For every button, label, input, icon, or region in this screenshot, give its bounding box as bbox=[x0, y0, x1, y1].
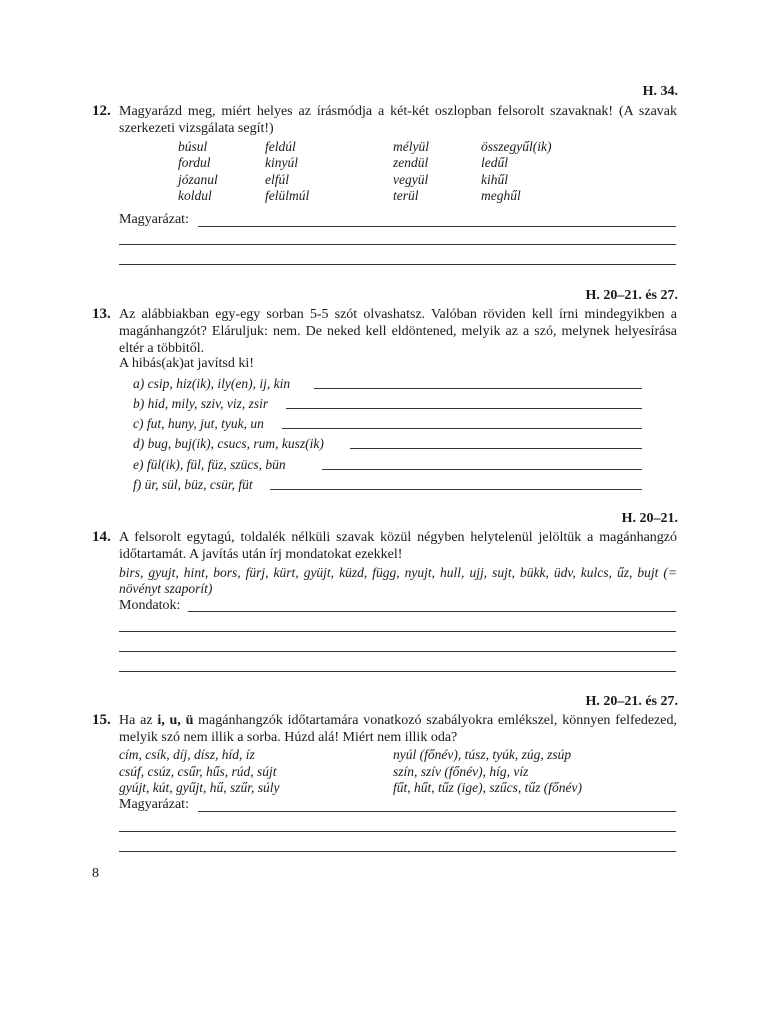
ex13-instruction: A hibás(ak)at javítsd ki! bbox=[119, 356, 254, 371]
ex15-number: 15. bbox=[92, 712, 111, 728]
ex13-item: f) ür, sül, büz, csür, füt bbox=[133, 477, 253, 492]
ex12-reference: H. 34. bbox=[642, 84, 678, 99]
ex13-item: b) hid, mily, sziv, viz, zsir bbox=[133, 396, 269, 411]
ex13-answer-line[interactable] bbox=[314, 388, 642, 389]
ex12-word: meghűl bbox=[481, 188, 521, 203]
ex12-word: ledűl bbox=[481, 155, 508, 170]
ex15-row-right: szín, szív (főnév), híg, víz bbox=[393, 764, 529, 779]
ex15-row-left: gyújt, kút, gyűjt, hű, szűr, súly bbox=[119, 780, 280, 795]
ex15-row-left: cím, csík, díj, dísz, híd, íz bbox=[119, 747, 255, 762]
ex15-row-right: nyúl (főnév), túsz, tyúk, zúg, zsúp bbox=[393, 747, 572, 762]
ex15-answer-line[interactable] bbox=[198, 811, 676, 812]
ex15-answer-label: Magyarázat: bbox=[119, 797, 189, 812]
ex12-answer-line[interactable] bbox=[119, 244, 676, 245]
ex14-number: 14. bbox=[92, 529, 111, 545]
ex13-item: a) csip, hiz(ik), ily(en), ij, kin bbox=[133, 376, 291, 391]
ex12-text: Magyarázd meg, miért helyes az írásmódja a két-két oszlopban felsorolt szavaknak! (A szavak szerkezeti vizsgálata segít!) bbox=[119, 104, 677, 136]
ex14-word-list: birs, gyujt, hint, bors, fürj, kürt, gyüjt, küzd, függ, nyujt, hull, ujj, sujt, bükk, üdv, kulcs, űz, bujt (= növényt szaporít) bbox=[119, 565, 677, 596]
ex15-answer-line[interactable] bbox=[119, 851, 676, 852]
ex14-answer-line[interactable] bbox=[188, 611, 676, 612]
ex15-text-prefix: Ha az bbox=[119, 713, 158, 728]
ex15-text-suffix: magánhangzók időtartamára vonatkozó szabályokra emlékszel, könnyen felfedezed, melyik szó nem illik a sorba. Húzd alá! Miért nem illik oda? bbox=[119, 713, 677, 745]
ex13-text: Az alábbiakban egy-egy sorban 5-5 szót olvashatsz. Valóban röviden kell írni mindegyikben a magánhangzót? Eláruljuk: nem. De neked kell eldöntened, melyik az a szó, melynek helyesírása eltér a többitől. bbox=[119, 307, 677, 356]
ex14-text: A felsorolt egytagú, toldalék nélküli szavak közül négyben helytelenül jelöltük a magánhangzó időtartamát. A javítás után írj mondatokat ezekkel! bbox=[119, 530, 677, 562]
ex13-reference: H. 20–21. és 27. bbox=[585, 288, 678, 303]
ex14-answer-line[interactable] bbox=[119, 651, 676, 652]
ex12-word: zendül bbox=[393, 155, 429, 170]
ex12-word: kihűl bbox=[481, 172, 508, 187]
ex15-row-right: fűt, hűt, tűz (ige), szűcs, tűz (főnév) bbox=[393, 780, 582, 795]
ex12-answer-line[interactable] bbox=[119, 264, 676, 265]
ex13-answer-line[interactable] bbox=[286, 408, 642, 409]
ex12-answer-line[interactable] bbox=[198, 226, 676, 227]
ex15-text bbox=[119, 712, 677, 746]
ex15-row-left: csúf, csúz, csűr, hűs, rúd, sújt bbox=[119, 764, 277, 779]
ex13-answer-line[interactable] bbox=[282, 428, 642, 429]
ex12-number: 12. bbox=[92, 103, 111, 119]
ex15-answer-line[interactable] bbox=[119, 831, 676, 832]
ex14-answer-line[interactable] bbox=[119, 671, 676, 672]
ex15-reference: H. 20–21. és 27. bbox=[585, 694, 678, 709]
ex13-answer-line[interactable] bbox=[350, 448, 642, 449]
ex13-item: d) bug, buj(ik), csucs, rum, kusz(ik) bbox=[133, 436, 324, 451]
ex13-item: e) fül(ik), fül, füz, szücs, bün bbox=[133, 457, 286, 472]
ex12-word: józanul bbox=[178, 172, 218, 187]
ex13-answer-line[interactable] bbox=[322, 469, 642, 470]
ex12-word: felülmúl bbox=[265, 188, 310, 203]
ex12-word: elfúl bbox=[265, 172, 289, 187]
ex14-reference: H. 20–21. bbox=[621, 511, 678, 526]
page-number: 8 bbox=[92, 866, 99, 881]
ex12-word: összegyűl(ik) bbox=[481, 139, 552, 154]
ex13-number: 13. bbox=[92, 306, 111, 322]
ex12-word: koldul bbox=[178, 188, 212, 203]
ex12-word: feldúl bbox=[265, 139, 296, 154]
ex12-answer-label: Magyarázat: bbox=[119, 212, 189, 227]
ex12-word: fordul bbox=[178, 155, 211, 170]
ex14-answer-line[interactable] bbox=[119, 631, 676, 632]
ex12-word: mélyül bbox=[393, 139, 429, 154]
ex12-word: vegyül bbox=[393, 172, 429, 187]
ex12-word: kinyúl bbox=[265, 155, 298, 170]
ex13-answer-line[interactable] bbox=[270, 489, 642, 490]
ex13-item: c) fut, huny, jut, tyuk, un bbox=[133, 416, 264, 431]
ex12-word: búsul bbox=[178, 139, 208, 154]
ex15-bold-vowels: i, u, ü bbox=[157, 713, 194, 728]
ex14-answer-label: Mondatok: bbox=[119, 598, 181, 613]
ex12-word: terül bbox=[393, 188, 419, 203]
